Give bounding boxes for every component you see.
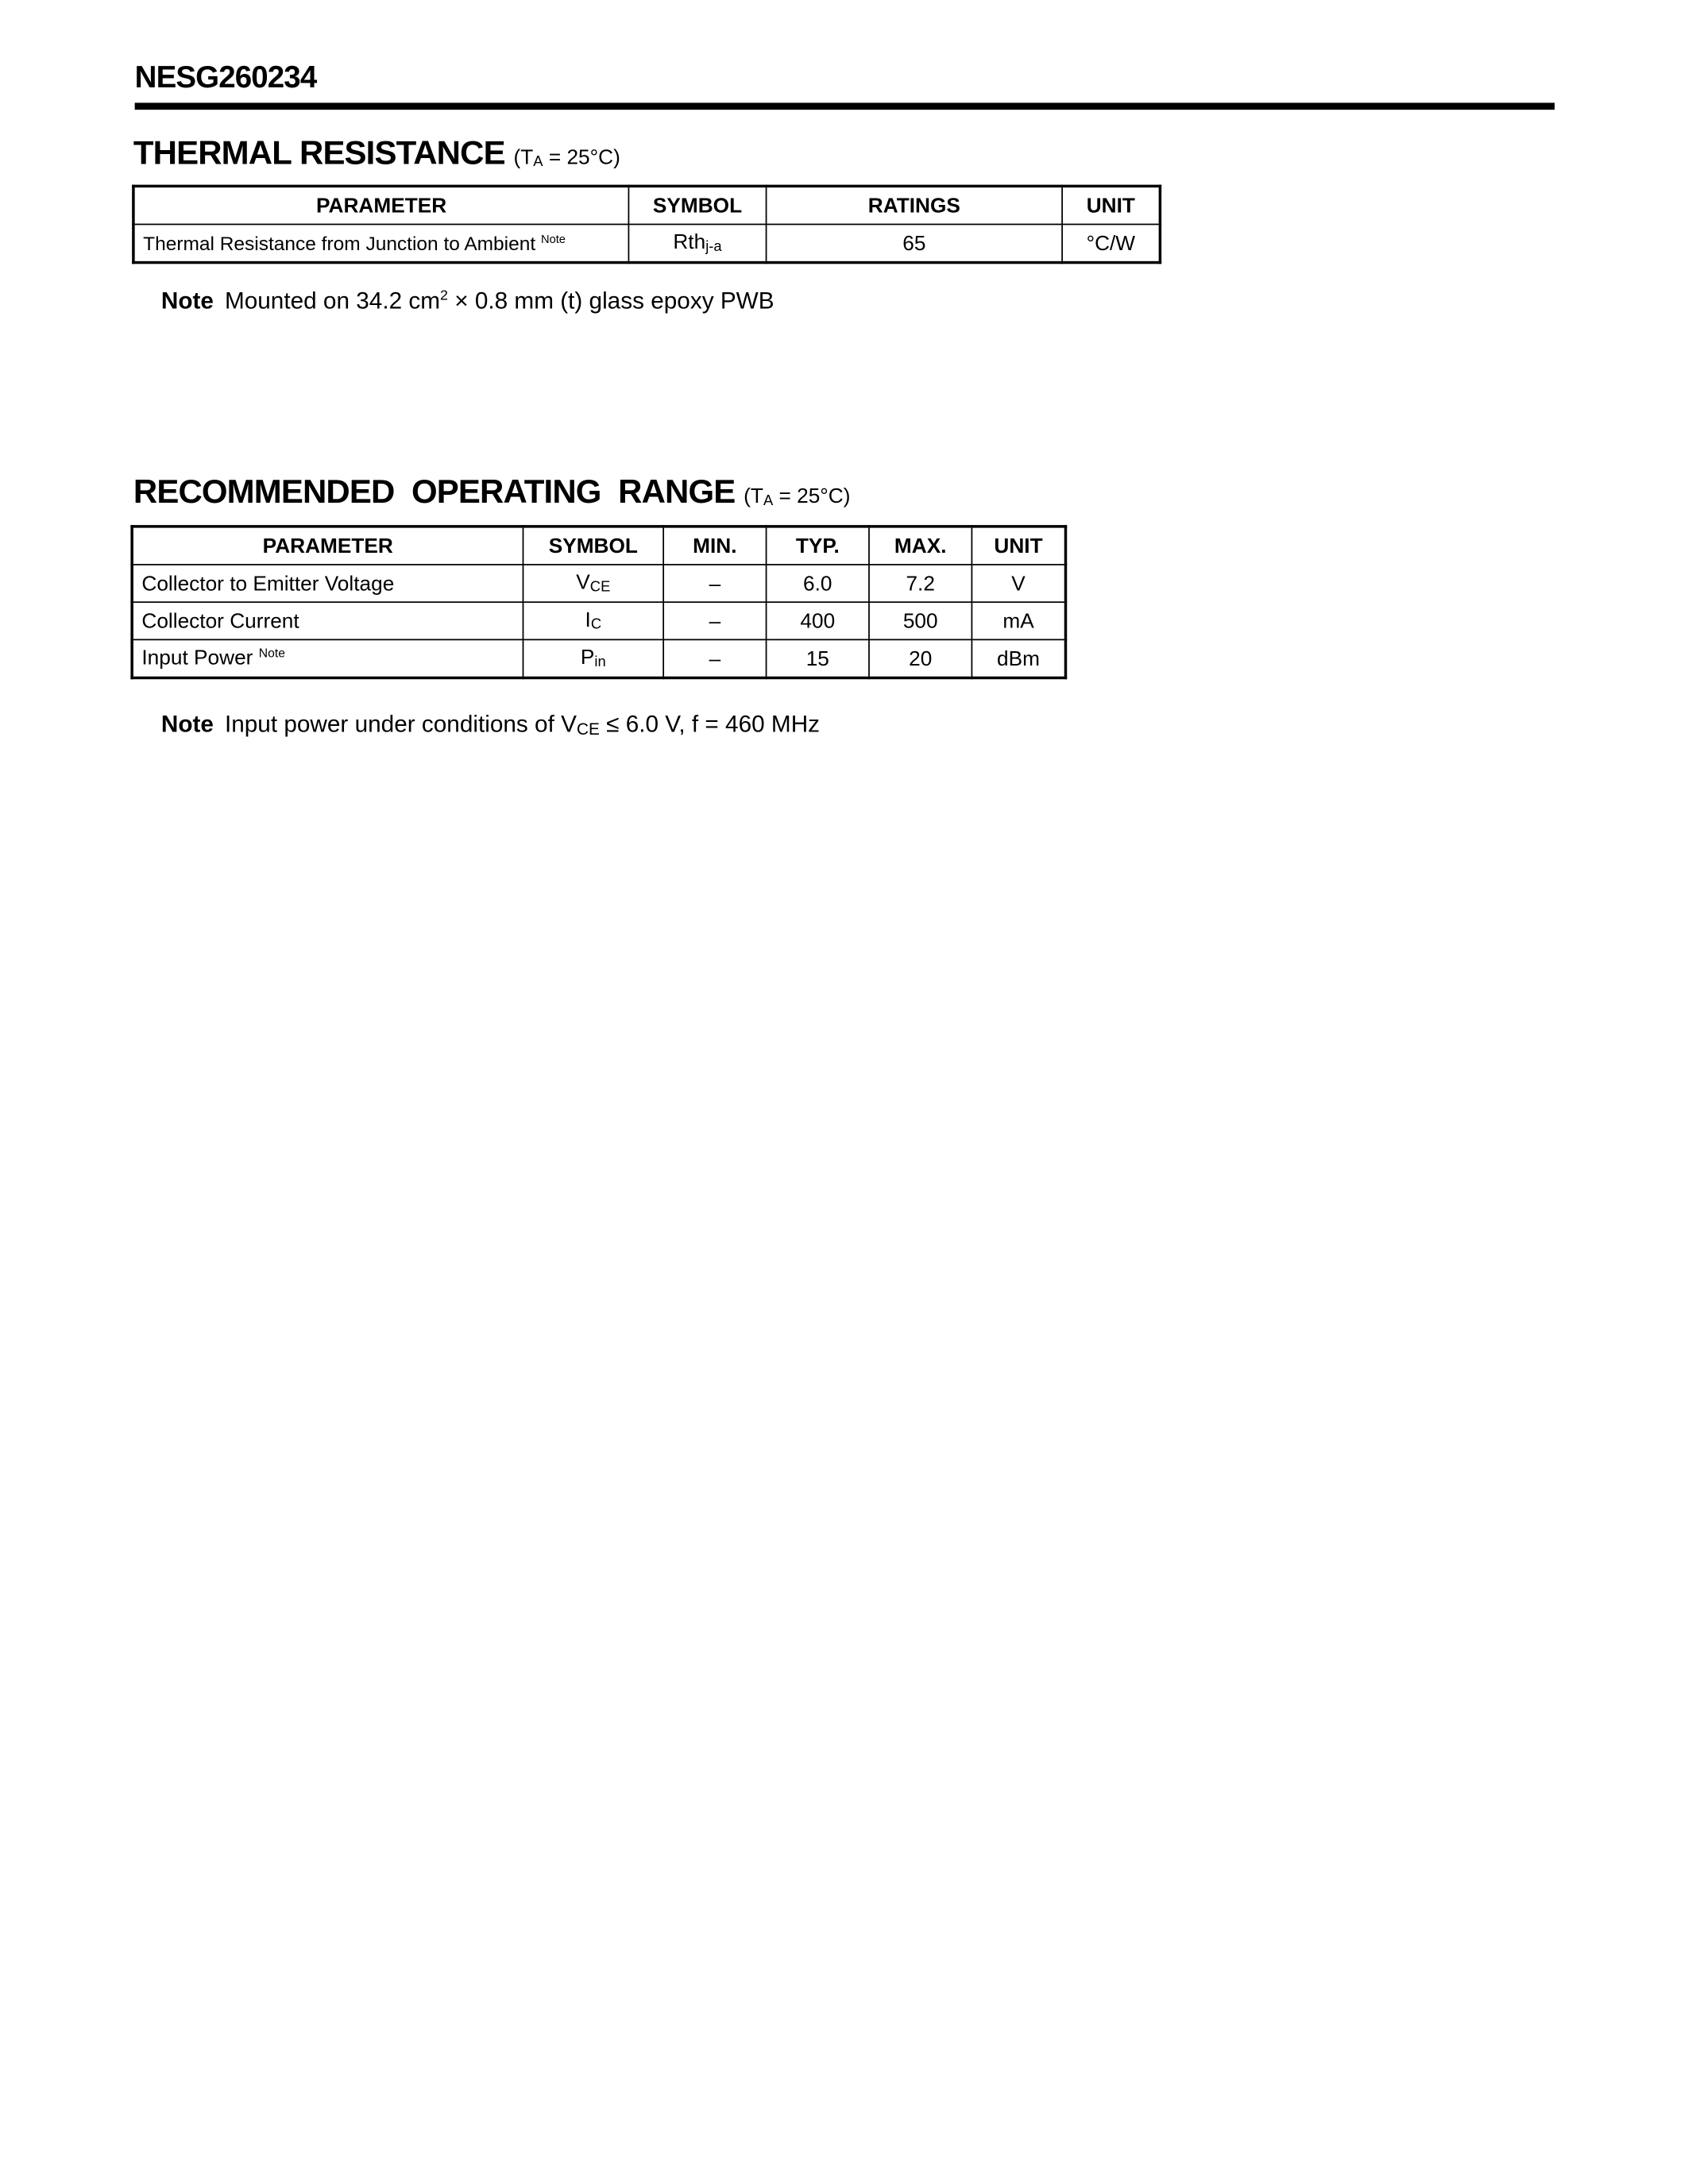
condition-sub: A [533, 153, 543, 171]
note-label: Note [160, 287, 214, 314]
col-header: SYMBOL [523, 527, 663, 565]
typ-cell: 15 [767, 639, 869, 677]
symbol-cell [523, 602, 663, 639]
header-rule [135, 102, 1555, 110]
col-header: RATINGS [767, 186, 1063, 224]
min-cell: – [663, 639, 766, 677]
symbol-text: Rth [673, 230, 706, 255]
parameter-text: Thermal Resistance from Junction to Ambient [143, 232, 536, 255]
note-ref: Note [540, 232, 566, 246]
table-row [132, 602, 1065, 639]
col-header: MAX. [869, 527, 971, 565]
min-cell: – [663, 602, 766, 639]
unit-cell: °C/W [1062, 224, 1160, 262]
symbol-text: P [580, 646, 595, 670]
symbol-cell [628, 224, 766, 262]
table-row [132, 565, 1065, 602]
parameter-cell [133, 224, 629, 262]
section-title: RECOMMENDED OPERATING RANGE [133, 473, 736, 511]
parameter-text: Collector Current [141, 608, 299, 633]
thermal-resistance-heading [133, 135, 620, 174]
operating-range-heading [133, 473, 851, 512]
table-row [132, 639, 1065, 677]
col-header: SYMBOL [628, 186, 766, 224]
symbol-sub: in [594, 654, 606, 671]
condition-sub: A [763, 492, 774, 510]
col-header: UNIT [1062, 186, 1160, 224]
symbol-sub: j-a [705, 238, 722, 256]
condition-prefix: (T [513, 145, 534, 170]
parameter-cell [132, 639, 523, 677]
note-text: Input power under conditions of V [224, 711, 577, 738]
unit-cell: dBm [971, 639, 1065, 677]
max-cell: 7.2 [869, 565, 971, 602]
note-text: Mounted on 34.2 cm [224, 287, 441, 314]
thermal-resistance-table [132, 185, 1161, 264]
note-ref: Note [258, 646, 285, 661]
condition [514, 146, 620, 170]
document-title: NESG260234 [134, 60, 317, 95]
symbol-cell [523, 565, 663, 602]
condition-suffix: = 25°C) [773, 484, 851, 509]
col-header: TYP. [767, 527, 869, 565]
table-header-row [132, 527, 1065, 565]
note-text: × 0.8 mm (t) glass epoxy PWB [447, 287, 774, 314]
unit-cell: mA [971, 602, 1065, 639]
note-label: Note [160, 711, 214, 738]
typ-cell: 400 [767, 602, 869, 639]
thermal-note [161, 287, 774, 315]
rating-cell: 65 [767, 224, 1063, 262]
min-cell: – [663, 565, 766, 602]
symbol-text: I [585, 608, 591, 633]
max-cell: 20 [869, 639, 971, 677]
parameter-text: Input Power [141, 646, 253, 671]
symbol-sub: C [590, 616, 602, 634]
col-header: PARAMETER [133, 186, 629, 224]
typ-cell: 6.0 [767, 565, 869, 602]
note-text: ≤ 6.0 V, f = 460 MHz [599, 711, 821, 738]
table-row [133, 224, 1161, 262]
symbol-text: V [576, 571, 590, 595]
condition-prefix: (T [744, 484, 763, 509]
unit-cell: V [971, 565, 1065, 602]
col-header: MIN. [663, 527, 766, 565]
symbol-sub: CE [589, 578, 611, 596]
col-header: PARAMETER [132, 527, 523, 565]
note-sup: 2 [440, 288, 448, 304]
section-title: THERMAL RESISTANCE [133, 134, 505, 172]
parameter-cell [132, 602, 523, 639]
note-sub: CE [576, 719, 600, 739]
condition [744, 484, 850, 508]
table-header-row [133, 186, 1161, 224]
operating-range-table [130, 525, 1067, 679]
max-cell: 500 [869, 602, 971, 639]
operating-note [161, 711, 820, 739]
col-header: UNIT [971, 527, 1065, 565]
condition-suffix: = 25°C) [543, 145, 620, 170]
parameter-cell [132, 565, 523, 602]
parameter-text: Collector to Emitter Voltage [141, 571, 395, 596]
symbol-cell [523, 639, 663, 677]
